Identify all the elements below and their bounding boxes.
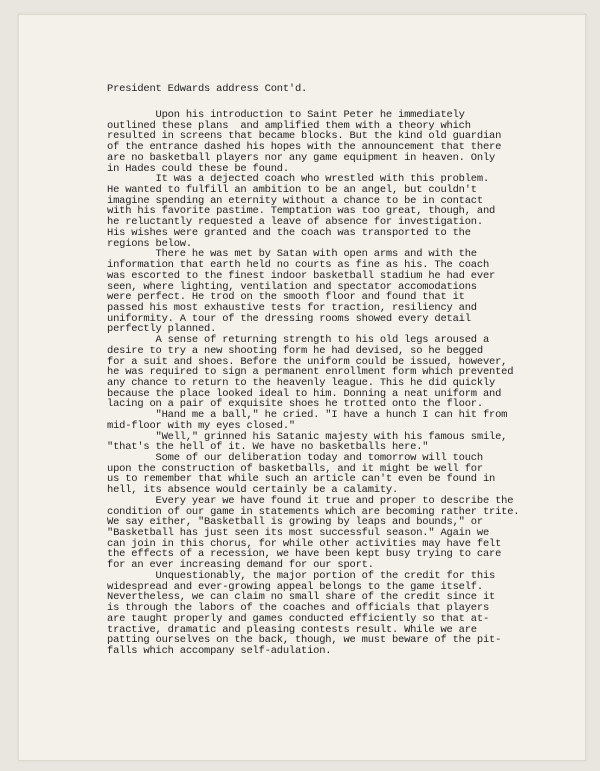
text-line: tractive, dramatic and pleasing contests result. While we are	[107, 623, 477, 636]
paragraph	[107, 110, 577, 174]
text-line: seen, where lighting, ventilation and spectator accomodations	[107, 280, 477, 293]
paragraph	[107, 174, 577, 249]
text-line: widespread and ever-growing appeal belongs to the game itself.	[107, 580, 483, 593]
text-line: Every year we have found it true and proper to describe the	[107, 494, 514, 507]
text-line: are taught properly and games conducted efficiently so that at-	[107, 612, 490, 625]
text-line: "Well," grinned his Satanic majesty with his famous smile,	[107, 430, 508, 443]
text-line: A sense of returning strength to his old legs aroused a	[107, 334, 490, 347]
text-line: with his favorite pastime. Temptation was too great, though, and	[107, 205, 496, 218]
text-line: We say either, "Basketball is growing by leaps and bounds," or	[107, 516, 483, 529]
body-text	[107, 110, 577, 657]
text-line: the effects of a recession, we have been kept busy trying to care	[107, 548, 502, 561]
page-text	[107, 83, 577, 657]
text-line: mid-floor with my eyes closed."	[107, 419, 295, 432]
text-line: Unquestionably, the major portion of the credit for this	[107, 569, 496, 582]
text-line: "Hand me a ball," he cried. "I have a hunch I can hit from	[107, 409, 508, 422]
paragraph	[107, 335, 577, 410]
text-line: desire to try a new shooting form he had devised, so he begged	[107, 344, 483, 357]
text-line: any chance to return to the heavenly league. This he did quickly	[107, 376, 496, 389]
text-line: His wishes were granted and the coach was transported to the	[107, 226, 471, 239]
text-line: "that's the hell of it. We have no basketballs here."	[107, 441, 429, 454]
text-line: in Hades could these be found.	[107, 162, 289, 175]
text-line: resulted in screens that became blocks. But the kind old guardian	[107, 130, 502, 143]
text-line: imagine spending an eternity without a chance to be in contact	[107, 194, 483, 207]
text-line: hell, its absence would certainly be a calamity.	[107, 484, 399, 497]
text-line: Nevertheless, we can claim no small share of the credit since it	[107, 591, 496, 604]
text-line: information that earth held no courts as fine as his. The coach	[107, 259, 490, 272]
text-line: He wanted to fulfill an ambition to be an angel, but couldn't	[107, 184, 477, 197]
text-line: passed his most exhaustive tests for traction, resiliency and	[107, 301, 477, 314]
paragraph	[107, 496, 577, 571]
text-line: lacing on a pair of exquisite shoes he trotted onto the floor.	[107, 398, 483, 411]
text-line: he was required to sign a permanent enrollment form which prevented	[107, 366, 514, 379]
text-line: There he was met by Satan with open arms and with the	[107, 248, 477, 261]
text-line: us to remember that while such an article can't even be found in	[107, 473, 496, 486]
text-line: It was a dejected coach who wrestled with this problem.	[107, 173, 490, 186]
text-line: is through the labors of the coaches and officials that players	[107, 602, 490, 615]
page-heading: President Edwards address Cont'd.	[107, 83, 308, 95]
text-line: outlined these plans and amplified them with a theory which	[107, 119, 471, 132]
paragraph	[107, 249, 577, 335]
text-line: patting ourselves on the back, though, we must beware of the pit-	[107, 634, 502, 647]
text-line: upon the construction of basketballs, and it might be well for	[107, 462, 483, 475]
text-line: Upon his introduction to Saint Peter he immediately	[107, 109, 465, 121]
text-line: falls which accompany self-adulation.	[107, 644, 332, 657]
text-line: of the entrance dashed his hopes with the announcement that there	[107, 141, 502, 154]
text-line: was escorted to the finest indoor basketball stadium he had ever	[107, 269, 496, 282]
paragraph	[107, 410, 577, 431]
text-line: can join in this chorus, for while other activities may have felt	[107, 537, 502, 550]
text-line: regions below.	[107, 237, 192, 250]
paragraph	[107, 432, 577, 453]
text-line: are no basketball players nor any game equipment in heaven. Only	[107, 151, 496, 164]
text-line: condition of our game in statements which are becoming rather trite.	[107, 505, 520, 518]
text-line: uniformity. A tour of the dressing rooms showed every detail	[107, 312, 471, 325]
text-line: for a suit and shoes. Before the uniform could be issued, however,	[107, 355, 508, 368]
text-line: Some of our deliberation today and tomorrow will touch	[107, 452, 483, 464]
paragraph	[107, 571, 577, 657]
text-line: because the place looked ideal to him. Donning a neat uniform and	[107, 387, 502, 400]
text-line: "Basketball has just seen its most successful season." Again we	[107, 527, 490, 540]
text-line: for an ever increasing demand for our sport.	[107, 559, 374, 572]
paragraph	[107, 453, 577, 496]
text-line: were perfect. He trod on the smooth floor and found that it	[107, 291, 465, 304]
typewritten-page	[18, 14, 586, 761]
text-line: perfectly planned.	[107, 323, 217, 336]
text-line: he reluctantly requested a leave of absence for investigation.	[107, 216, 483, 229]
